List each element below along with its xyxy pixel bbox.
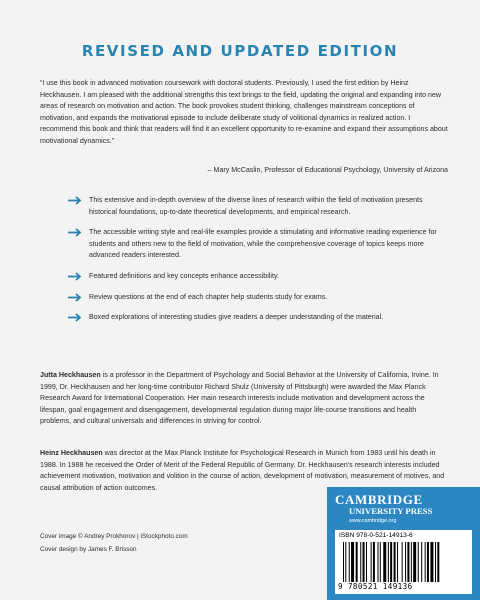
arrow-right-icon [68, 196, 84, 205]
feature-item [68, 227, 448, 262]
publisher-block [327, 487, 480, 600]
arrow-right-icon [68, 272, 84, 281]
author-name: Jutta Heckhausen [40, 371, 101, 379]
publisher-url: www.cambridge.org [349, 518, 397, 524]
cover-image-credit: Cover image © Andrey Prokhorov | iStockphoto.com [40, 533, 188, 540]
arrow-right-icon [68, 313, 84, 322]
publisher-subtitle: UNIVERSITY PRESS [349, 506, 433, 516]
barcode-bars [343, 542, 469, 582]
publisher-name: CAMBRIDGE [335, 492, 423, 507]
feature-text: This extensive and in-depth overview of the diverse lines of research within the field of motivation presents historical foundations, up-to-date theoretical developments, and empirical research. [89, 196, 423, 216]
feature-list [68, 195, 448, 333]
author-bio-text: is a professor in the Department of Psychology and Social Behavior at the University of California, Irvine. In 1999, Dr. Heckhausen and her long-time contributor Richard Shulz (University of Pittsburgh) were awarded the Max Planck Research Award for International Cooperation. Her main research interests include motivation and development across the lifespan, goal engagement and disengagement, developmental regulation during major life-course transitions and health problems, and cultural universals and differences in striving for control. [40, 371, 439, 426]
feature-item [68, 292, 448, 304]
cover-design-credit: Cover design by James F. Brisson [40, 546, 137, 553]
feature-item [68, 312, 448, 324]
arrow-right-icon [68, 293, 84, 302]
feature-text: The accessible writing style and real-life examples provide a stimulating and informative reading experience for students and others new to the field of motivation, while the comprehensive coverage of topics keeps more advanced readers interested. [89, 228, 437, 260]
feature-item [68, 195, 448, 218]
author-bio-text: was director at the Max Planck Institute for Psychological Research in Munich from 1983 until his death in 1988. In 1988 he received the Order of Merit of the Federal Republic of Germany. Dr. Heckhausen's research interests included achievement motivation, motivation and volition in the course of action, development of motivation, measurement of motives, and causal attribution of action outcomes. [40, 449, 445, 492]
feature-text: Boxed explorations of interesting studies give readers a deeper understanding of the material. [89, 313, 384, 322]
arrow-right-icon [68, 228, 84, 237]
feature-text: Featured definitions and key concepts enhance accessibility. [89, 271, 279, 280]
feature-item [68, 271, 448, 283]
author-name: Heinz Heckhausen [40, 449, 103, 457]
barcode-digits: 9 780521 149136 [338, 582, 413, 591]
edition-heading: REVISED AND UPDATED EDITION [81, 42, 399, 60]
author-bio-jutta [40, 370, 448, 428]
isbn-label: ISBN 978-0-521-14913-6 [339, 532, 413, 539]
quote-attribution: – Mary McCaslin, Professor of Educational Psychology, University of Arizona [207, 166, 448, 174]
endorsement-quote: “I use this book in advanced motivation coursework with doctoral students. Previously, I used the first edition by Heinz Heckhausen. I am pleased with the additional strengths this text brings to the field, updating the original and expanding into new areas of research on motivation and action. The book provokes student thinking, challenges mainstream conceptions of motivation, and expands the motivational episode to include deliberate study of volitional dynamics in realized action. I recommend this book and think that readers will find it an excellent opportunity to re-examine and expand their assumptions about motivational dynamics.” [40, 79, 448, 145]
barcode [335, 530, 472, 594]
feature-text: Review questions at the end of each chapter help students study for exams. [89, 292, 328, 301]
credits [40, 530, 188, 556]
